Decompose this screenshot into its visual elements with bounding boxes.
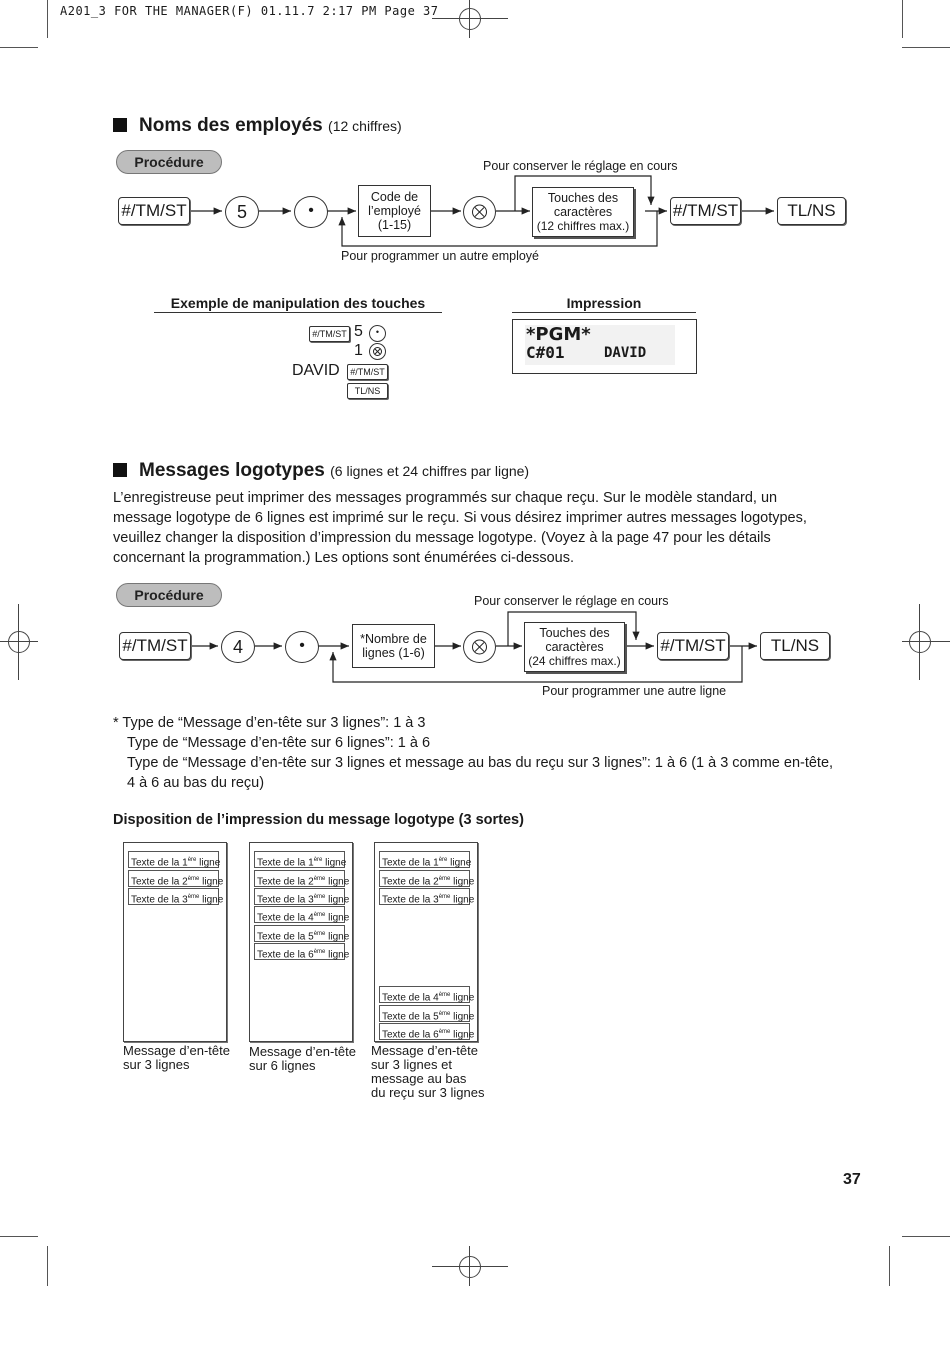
layout-heading: Disposition de l’impression du message logotype (3 sortes) [113, 812, 524, 828]
layout-line-prefix: Texte de la 5 [382, 1011, 439, 1023]
layout-line-prefix: Texte de la 5 [257, 931, 314, 943]
layout-line-prefix: Texte de la 2 [382, 876, 439, 888]
layout-line-prefix: Texte de la 2 [131, 876, 188, 888]
procedure-badge-2: Procédure [116, 583, 222, 607]
receipt-line-name: DAVID [604, 345, 647, 361]
key-tl-ns: TL/NS [777, 197, 846, 225]
example-key-tm-st-2: #/TM/ST [347, 364, 388, 380]
procedure-badge: Procédure [116, 150, 222, 174]
box-employee-code: Code de l’employé (1-15) [358, 185, 431, 237]
example-heading: Exemple de manipulation des touches [154, 295, 442, 313]
layout-line-2 [128, 870, 224, 888]
layout-line-ordinal: ère [187, 857, 197, 863]
example-text-david: DAVID [292, 362, 340, 379]
key-tm-st-end: #/TM/ST [657, 632, 729, 660]
layout-panel-3-lines [123, 842, 227, 1042]
layout-line-ordinal: ème [313, 876, 326, 882]
key-digit-5: 5 [225, 196, 259, 228]
layout-line-1 [379, 851, 470, 868]
example-key-tm-st: #/TM/ST [309, 326, 350, 342]
example-key-tl-ns: TL/NS [347, 383, 388, 399]
impression-heading: Impression [512, 295, 696, 313]
layout-line-prefix: Texte de la 4 [257, 912, 314, 924]
layout-line-ordinal: ère [438, 857, 448, 863]
layout-line-prefix: Texte de la 2 [257, 876, 314, 888]
layout-line-prefix: Texte de la 6 [257, 949, 314, 961]
layout-line-ordinal: ère [313, 857, 323, 863]
layout-line-3 [254, 888, 350, 906]
layout-line-5 [379, 1005, 475, 1023]
layout-line-6 [379, 1023, 475, 1041]
example-point-key: • [369, 325, 386, 342]
box-number-of-lines: *Nombre de lignes (1-6) [352, 624, 435, 668]
layout-line-suffix: ligne [325, 949, 350, 961]
layout-line-prefix: Texte de la 3 [382, 894, 439, 906]
layout-line-ordinal: ème [438, 894, 451, 900]
layout-line-prefix: Texte de la 6 [382, 1029, 439, 1041]
layout-line-1 [254, 851, 345, 868]
key-tl-ns: TL/NS [760, 632, 830, 660]
caption-3-lines: Message d’en-tête sur 3 lignes [123, 1043, 230, 1072]
layout-line-suffix: ligne [450, 876, 475, 888]
note-program-another: Pour programmer un autre employé [341, 249, 540, 263]
layout-line-ordinal: ème [438, 992, 451, 998]
section-subtitle: (6 lignes et 24 chiffres par ligne) [330, 463, 530, 479]
box-character-keys: Touches des caractères (24 chiffres max.) [524, 622, 625, 672]
layout-line-suffix: ligne [325, 912, 350, 924]
layout-line-suffix: ligne [450, 992, 475, 1004]
key-tm-st: #/TM/ST [119, 632, 191, 660]
footnotes: * Type de “Message d’en-tête sur 3 lignes”: 1 à 3 Type de “Message d’en-tête sur 6 lignes”: 1 à 6 Type de “Message d’en-tête sur 3 lignes et message au bas du reçu sur 3 lignes”: 1 à 6 (1 à 3 comme en-tête, 4 à 6 au bas du reçu) [113, 715, 834, 791]
layout-line-6 [254, 943, 350, 961]
layout-line-ordinal: ème [438, 1029, 451, 1035]
layout-line-suffix: ligne [447, 857, 472, 869]
receipt-line-clerk: C#01 [526, 343, 565, 362]
print-header: A201_3 FOR THE MANAGER(F) 01.11.7 2:17 PM Page 37 [60, 4, 439, 18]
key-tm-st-end: #/TM/ST [670, 197, 741, 225]
key-tm-st: #/TM/ST [118, 197, 190, 225]
layout-line-suffix: ligne [325, 931, 350, 943]
layout-line-ordinal: ème [313, 949, 326, 955]
section-subtitle: (12 chiffres) [328, 118, 402, 134]
layout-line-ordinal: ème [313, 931, 326, 937]
note-keep-setting: Pour conserver le réglage en cours [474, 594, 669, 608]
caption-6-lines: Message d’en-tête sur 6 lignes [249, 1044, 356, 1073]
layout-line-5 [254, 925, 350, 943]
layout-line-ordinal: ème [438, 1011, 451, 1017]
layout-line-prefix: Texte de la 1 [382, 857, 439, 869]
layout-line-2 [254, 870, 350, 888]
layout-line-suffix: ligne [325, 876, 350, 888]
layout-line-4 [254, 906, 350, 924]
layout-line-prefix: Texte de la 3 [257, 894, 314, 906]
receipt-line-pgm: *PGM* [526, 324, 591, 345]
layout-line-suffix: ligne [450, 1011, 475, 1023]
layout-line-suffix: ligne [450, 1029, 475, 1041]
section-title-text: Noms des employés [139, 115, 323, 136]
layout-line-suffix: ligne [325, 894, 350, 906]
layout-line-1 [128, 851, 219, 868]
layout-line-prefix: Texte de la 1 [131, 857, 188, 869]
layout-panel-3-plus-3-lines [374, 842, 478, 1042]
key-digit-4: 4 [221, 631, 255, 663]
layout-panel-6-lines [249, 842, 353, 1042]
layout-line-ordinal: ème [313, 912, 326, 918]
layout-line-suffix: ligne [196, 857, 221, 869]
layout-line-ordinal: ème [438, 876, 451, 882]
note-keep-setting: Pour conserver le réglage en cours [483, 159, 678, 173]
caption-3-plus-3-lines: Message d’en-tête sur 3 lignes et message au bas du reçu sur 3 lignes [371, 1043, 485, 1100]
layout-line-ordinal: ème [187, 876, 200, 882]
key-point: • [285, 631, 319, 663]
example-digit-5: 5 [354, 323, 363, 340]
layout-line-suffix: ligne [322, 857, 347, 869]
section-title-text: Messages logotypes [139, 460, 325, 481]
page-number: 37 [843, 1171, 861, 1188]
layout-line-suffix: ligne [199, 894, 224, 906]
layout-line-ordinal: ème [313, 894, 326, 900]
multiply-key-icon [463, 631, 496, 663]
note-program-another-line: Pour programmer une autre ligne [542, 684, 727, 698]
layout-line-suffix: ligne [450, 894, 475, 906]
layout-line-3 [128, 888, 224, 906]
layout-line-prefix: Texte de la 1 [257, 857, 314, 869]
layout-line-prefix: Texte de la 3 [131, 894, 188, 906]
key-point: • [294, 196, 328, 228]
layout-line-4 [379, 986, 475, 1004]
layout-line-3 [379, 888, 475, 906]
example-digit-1: 1 [354, 342, 363, 359]
layout-line-suffix: ligne [199, 876, 224, 888]
layout-line-2 [379, 870, 475, 888]
intro-paragraph: L’enregistreuse peut imprimer des messages programmés sur chaque reçu. Sur le modèle standard, un message logotype de 6 lignes est imprimé sur le reçu. Si vous désirez imprimer autres messages logotypes, veuillez changer la disposition d’impression du message logotype. (Voyez à la page 47 pour les détails concernant la programmation.) Les options sont énumérées ci-dessous. [113, 490, 807, 566]
box-character-keys: Touches des caractères (12 chiffres max.) [532, 187, 634, 237]
layout-line-ordinal: ème [187, 894, 200, 900]
layout-line-prefix: Texte de la 4 [382, 992, 439, 1004]
